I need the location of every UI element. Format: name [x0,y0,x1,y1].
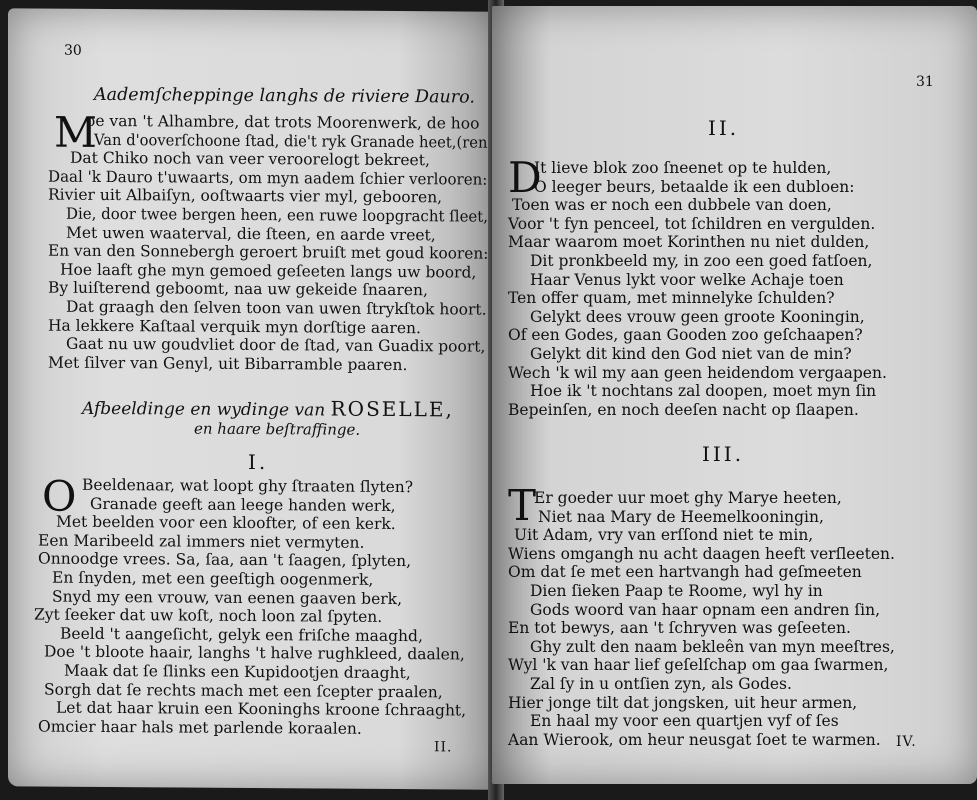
poem-line: Niet naa Mary de Heemelkooningin, [538,507,824,526]
poem3-dropcap: D [508,153,542,202]
section-number-1: I. [248,449,269,475]
poem-line: Gaat nu uw goudvliet door de ſtad, van Guadix poort, [66,334,486,356]
poem-line: Sorgh dat ſe rechts mach met een ſcepter praalen, [44,680,443,701]
poem-line: En ſnyden, met een geeſtigh oogenmerk, [52,568,374,589]
poem-line: Wiens omgangh nu acht daagen heeft verſleeten. [508,544,895,563]
poem-line: O leeger beurs, betaalde ik een dubloen: [534,177,855,196]
poem1-title: Aademſcheppinge langhs de riviere Dauro. [94,84,475,108]
poem-line: Om dat ſe met een hartvangh had geſmeeten [508,563,862,582]
poem-line: Maar waarom moet Korinthen nu niet dulden, [508,233,870,252]
poem-line: By luiſterend geboomt, naa uw gekeide ſnaaren, [48,278,428,300]
poem-line: Aan Wierook, om heur neusgat ſoet te warmen. [508,730,881,749]
section-number-3: III. [702,442,745,466]
poem2-dropcap: O [42,471,77,521]
poem-line: Hoe laaft ghe myn gemoed geſeeten langs uw boord, [60,260,477,282]
poem-line: En haal my voor een quartjen vyf of ſes [530,712,839,731]
poem-line: Wyl 'k van haar lief geſelſchap om gaa ſwarmen, [508,656,889,675]
poem-line: Hier jonge tilt dat jongsken, uit heur armen, [508,693,858,712]
poem-line: Haar Venus lykt voor welke Achaje toen [530,270,844,289]
poem-line: Gelykt dees vrouw geen groote Kooningin, [530,307,865,326]
poem-line: Omcier haar hals met parlende koraalen. [38,717,362,738]
poem-line: Of een Godes, gaan Gooden zoo geſchaapen? [508,326,863,345]
poem-line: Van d'ooverſchoone ſtad, die't ryk Granade heet,(ren [94,130,488,152]
poem-line: Daal 'k Dauro t'uwaarts, om myn aadem ſchier verlooren: [48,167,488,189]
poem-line: Toen was er noch een dubbele van doen, [512,196,832,215]
poem-line: Dat Chiko noch van veer veroorelogt bekreet, [70,148,430,170]
poem2-subtitle: en haare beſtraffinge. [194,419,361,439]
poem-line: Met beelden voor een kloofter, of een kerk. [56,512,396,534]
poem-line: It lieve blok zoo ſneenet op te hulden, [534,159,832,177]
poem-line: Zal ſy in u ontſien zyn, als Godes. [530,675,792,693]
poem-line: Ten offer quam, met minnelyke ſchulden? [508,289,835,308]
poem-line: Zyt ſeeker dat uw koſt, noch loon zal ſpyten. [34,605,383,627]
poem-line: Een Maribeeld zal immers niet vermyten. [38,531,365,552]
poem-line: En van den Sonnebergh geroert bruiſt met goud kooren: [48,241,489,263]
poem-line: Voor 't fyn penceel, tot ſchildren en vergulden. [508,214,876,233]
poem2-title [82,395,454,422]
poem-line: Er goeder uur moet ghy Marye heeten, [534,489,842,507]
poem-line: Hoe ik 't nochtans zal doopen, moet myn ſin [530,382,877,401]
poem-line: Met uwen waaterval, die ſteen, en aarde vreet, [66,223,436,244]
poem-line: Dat graagh den ſelven toon van uwen ſtrykſtok hoort. [66,297,487,319]
poem-line: Dien ſieken Paap te Roome, wyl hy in [530,582,823,600]
poem-line: Snyd my een vrouw, van eenen gaaven berk, [52,587,402,608]
poem-line: oe van 't Alhambre, dat trots Moorenwerk, de hoo [86,111,480,133]
poem-line: Bepeinſen, en noch deeſen nacht op ſlaapen. [508,400,859,419]
catchword-right: IV. [896,734,917,750]
poem-line: Maak dat ſe ſlinks een Kupidootjen draaght, [64,661,411,683]
poem-line: Met ſilver van Genyl, uit Bibarramble paaren. [48,353,408,374]
poem-line: Gelykt dit kind den God niet van de min? [530,345,852,363]
poem-line: Die, door twee bergen heen, een ruwe loopgracht ſleet, [66,204,489,226]
poem-line: Beeldenaar, wat loopt ghy ſtraaten ſlyten? [82,475,414,497]
poem-line: Rivier uit Albaiſyn, ooſtwaarts vier myl, gebooren, [48,185,443,207]
poem2-title-caps: ROSELLE, [330,396,454,422]
section-number-2: II. [708,116,740,140]
poem-line: Dit pronkbeeld my, in zoo een goed fatſoen, [530,252,873,270]
left-page [8,8,496,789]
poem4-dropcap: T [508,481,537,530]
page-number-right: 31 [916,74,934,90]
poem1-dropcap: M [54,107,98,157]
poem-line: Gods woord van haar opnam een andren ſin, [530,600,881,619]
poem-line: Beeld 't aangeſicht, gelyk een friſche maaghd, [60,624,423,645]
poem-line: Uit Adam, vry van erſſond niet te min, [514,526,814,545]
poem-line: Granade geeft aan leege handen werk, [90,494,396,515]
poem-line: Ha lekkere Kaſtaal verquik myn dorſtige aaren. [48,316,421,337]
catchword-left: II. [434,739,453,756]
poem-line: Let dat haar kruin een Kooninghs kroone ſchraaght, [56,698,467,720]
poem-line: En tot bewys, aan 't ſchryven was geſeeten. [508,619,851,638]
poem-line: Onnoodge vrees. Sa, ſaa, aan 't ſaagen, ſplyten, [38,549,412,571]
right-page [492,6,977,784]
poem-line: Wech 'k wil my aan geen heidendom vergaapen. [508,363,887,382]
poem-line: Doe 't bloote haair, langhs 't halve rughkleed, daalen, [44,642,465,664]
page-number-left: 30 [64,42,82,59]
poem-line: Ghy zult den naam bekleên van myn meeſtres, [530,637,895,656]
poem2-title-italic: Afbeeldinge en wydinge van [82,398,326,421]
